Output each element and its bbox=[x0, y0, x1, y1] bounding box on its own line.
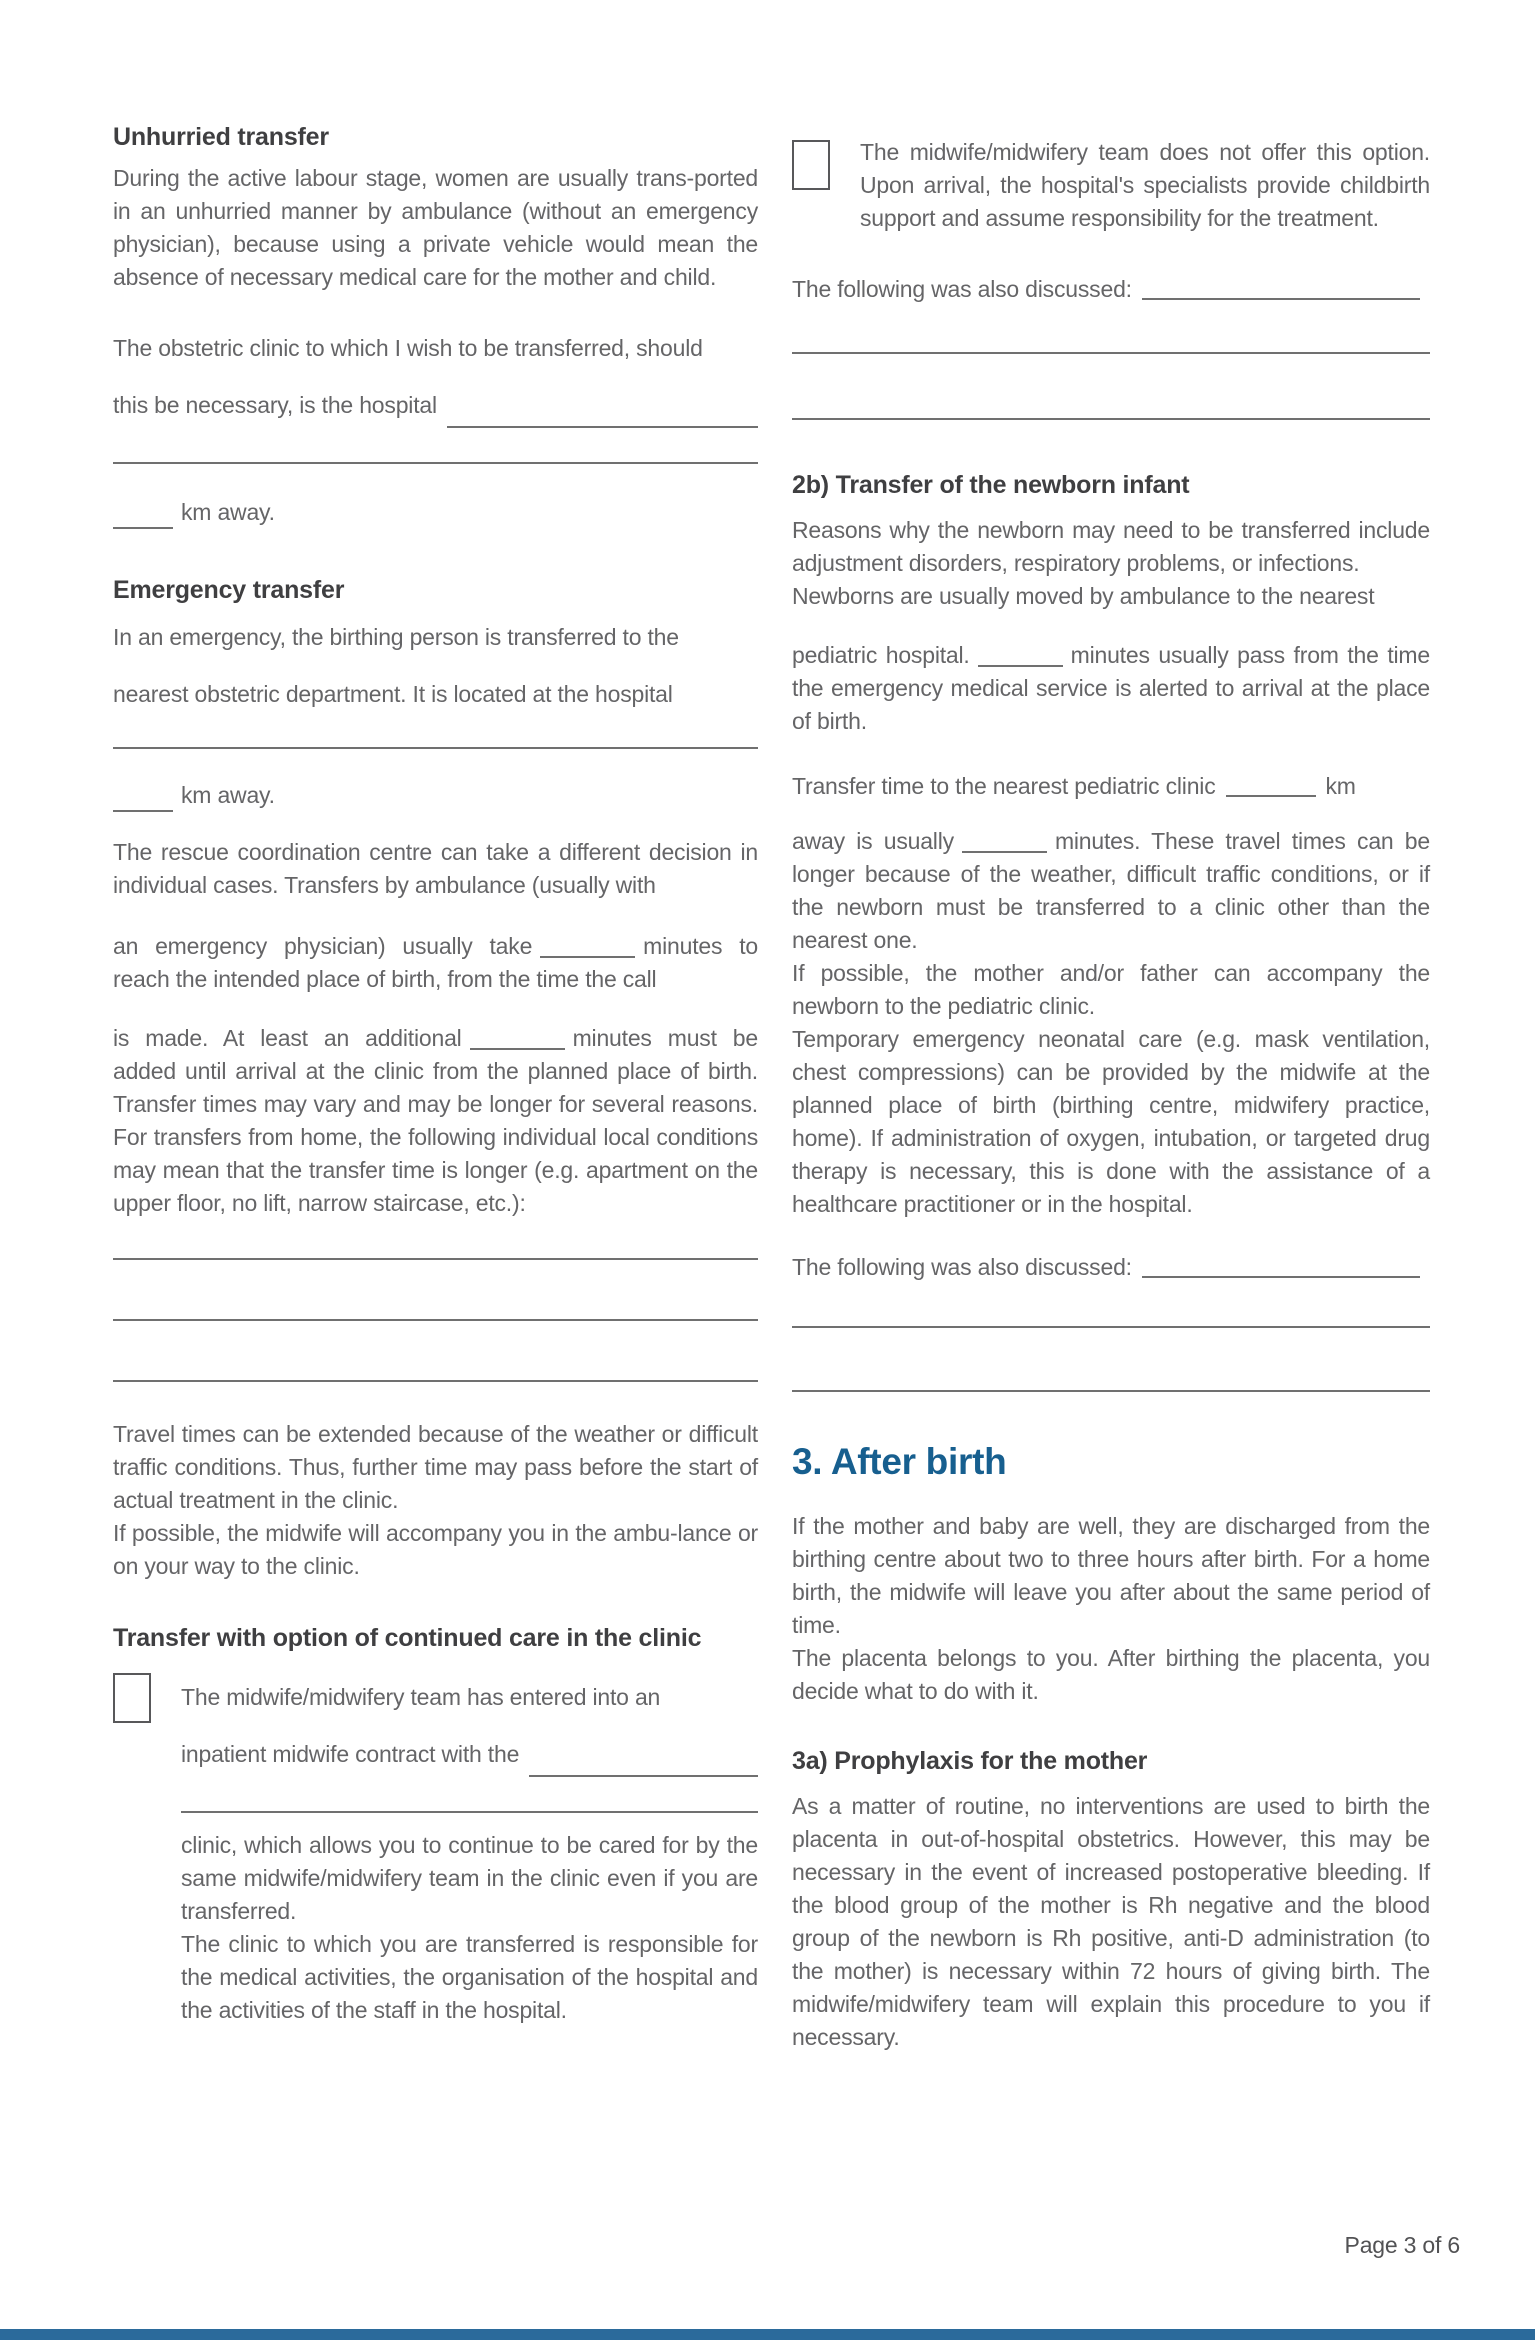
heading-3-after-birth: 3. After birth bbox=[792, 1441, 1007, 1482]
paragraph-rescue-3 bbox=[113, 1022, 758, 1220]
paragraph-rescue-1: The rescue coordination centre can take a different decision in individual cases. Transfers by ambulance (usually with bbox=[113, 839, 758, 898]
km-away-label-2: km away. bbox=[181, 782, 275, 808]
paragraph-rescue-2 bbox=[113, 930, 758, 996]
cb-inpatient-text-4: The clinic to which you are transferred is responsible for the medical activities, the organisation of the hospital and the activities of the staff in the hospital. bbox=[181, 1931, 758, 2023]
km-distance-blank-1[interactable] bbox=[113, 503, 173, 529]
away-minutes-blank[interactable] bbox=[962, 827, 1047, 853]
away-b-text: minutes. These travel times can be longer because of the weather, difficult traffic conditions, or if the newborn must be transferred to a clinic other than the nearest one. bbox=[792, 828, 1430, 953]
local-conditions-blank-3[interactable] bbox=[113, 1380, 758, 1382]
paragraph-unhurried: During the active labour stage, women are usually trans-ported in an unhurried manner by ambulance (without an emergency physician), because using a private vehicle would mean the absence of necessary medical care for the mother and child. bbox=[113, 165, 758, 290]
pediatric-minutes-blank[interactable] bbox=[978, 641, 1063, 667]
paragraph-away bbox=[792, 825, 1430, 957]
also-discussed-blank-2c[interactable] bbox=[792, 1390, 1430, 1392]
heading-emergency-transfer: Emergency transfer bbox=[113, 576, 345, 604]
heading-unhurried-transfer: Unhurried transfer bbox=[113, 123, 329, 151]
cb-inpatient-text-1: The midwife/midwifery team has entered into an bbox=[181, 1684, 661, 1710]
left-column bbox=[113, 0, 758, 2027]
paragraph-emergency-1: In an emergency, the birthing person is transferred to the bbox=[113, 624, 679, 650]
away-a-text: away is usually bbox=[792, 828, 954, 854]
paragraph-parents-accompany: If possible, the mother and/or father can accompany the newborn to the pediatric clinic. bbox=[792, 960, 1430, 1019]
cb-no-option-text: The midwife/midwifery team does not offer this option. Upon arrival, the hospital's specialists provide childbirth support and assume responsibility for the treatment. bbox=[860, 139, 1430, 231]
hospital-name-blank[interactable] bbox=[447, 426, 758, 428]
also-discussed-blank-1c[interactable] bbox=[792, 418, 1430, 420]
paragraph-temporary-care: Temporary emergency neonatal care (e.g. mask ventilation, chest compressions) can be provided by the midwife at the planned place of birth (birthing centre, midwifery practice, home). If administration of oxygen, intubation, or targeted drug therapy is necessary, this is done with the assistance of a healthcare practitioner or in the hospital. bbox=[792, 1026, 1430, 1217]
pediatric-a-text: pediatric hospital. bbox=[792, 642, 970, 668]
ambulance-minutes-blank[interactable] bbox=[540, 932, 635, 958]
paragraph-after-birth-2: The placenta belongs to you. After birthing the placenta, you decide what to do with it. bbox=[792, 1645, 1430, 1704]
cb-inpatient-text-2: inpatient midwife contract with the bbox=[181, 1741, 520, 1767]
also-discussed-blank-2b[interactable] bbox=[792, 1326, 1430, 1328]
inpatient-contract-checkbox[interactable] bbox=[113, 1673, 151, 1723]
paragraph-newborns: Newborns are usually moved by ambulance to the nearest bbox=[792, 583, 1375, 609]
paragraph-prophylaxis: As a matter of routine, no interventions are used to birth the placenta in out-of-hospital obstetrics. However, this may be necessary in the event of increased postoperative bleeding. If the blood group of the mother is Rh negative and the blood group of the newborn is Rh positive, anti-D administration (to the mother) is necessary within 72 hours of giving birth. The midwife/midwifery team will explain this procedure to you if necessary. bbox=[792, 1793, 1430, 2050]
paragraph-pediatric bbox=[792, 639, 1430, 738]
cb-inpatient-text-3: clinic, which allows you to continue to be cared for by the same midwife/midwifery team in the clinic even if you are transferred. bbox=[181, 1832, 758, 1924]
rescue-3a-text: is made. At least an additional bbox=[113, 1025, 462, 1051]
km-distance-blank-2[interactable] bbox=[113, 786, 173, 812]
heading-2b-newborn-transfer: 2b) Transfer of the newborn infant bbox=[792, 471, 1190, 499]
paragraph-obstetric-clinic-2: this be necessary, is the hospital bbox=[113, 392, 437, 418]
footer-accent-bar bbox=[0, 2329, 1535, 2340]
paragraph-obstetric-clinic: The obstetric clinic to which I wish to be transferred, should bbox=[113, 335, 703, 361]
also-discussed-blank-1a[interactable] bbox=[1142, 298, 1420, 300]
also-discussed-label-2: The following was also discussed: bbox=[792, 1254, 1132, 1280]
emergency-hospital-blank-line[interactable] bbox=[113, 747, 758, 749]
local-conditions-blank-1[interactable] bbox=[113, 1258, 758, 1260]
page-number: Page 3 of 6 bbox=[1344, 2232, 1460, 2258]
also-discussed-label-1: The following was also discussed: bbox=[792, 276, 1132, 302]
heading-transfer-option: Transfer with option of continued care in the clinic bbox=[113, 1624, 702, 1652]
paragraph-after-birth-1: If the mother and baby are well, they are discharged from the birthing centre about two to three hours after birth. For a home birth, the midwife will leave you after about the same period of time. bbox=[792, 1513, 1430, 1638]
rescue-2a-text: an emergency physician) usually take bbox=[113, 933, 533, 959]
km-away-label-1: km away. bbox=[181, 499, 275, 525]
pediatric-b-text: minutes usually pass from the time the emergency medical service is alerted to arrival at the place of birth. bbox=[792, 642, 1430, 734]
also-discussed-blank-1b[interactable] bbox=[792, 352, 1430, 354]
heading-3a-prophylaxis: 3a) Prophylaxis for the mother bbox=[792, 1747, 1148, 1775]
hospital-name-blank-line2[interactable] bbox=[113, 462, 758, 464]
contract-clinic-blank-line2[interactable] bbox=[181, 1811, 758, 1813]
local-conditions-blank-2[interactable] bbox=[113, 1319, 758, 1321]
paragraph-emergency-2: nearest obstetric department. It is located at the hospital bbox=[113, 681, 673, 707]
also-discussed-blank-2a[interactable] bbox=[1142, 1276, 1420, 1278]
no-option-checkbox[interactable] bbox=[792, 140, 830, 190]
transfer-km-label: km bbox=[1325, 773, 1356, 799]
paragraph-reasons: Reasons why the newborn may need to be transferred include adjustment disorders, respiratory problems, or infections. bbox=[792, 517, 1430, 576]
transfer-km-blank[interactable] bbox=[1226, 795, 1316, 797]
transfer-time-label: Transfer time to the nearest pediatric clinic bbox=[792, 773, 1216, 799]
paragraph-midwife-accompany: If possible, the midwife will accompany you in the ambu-lance or on your way to the clinic. bbox=[113, 1520, 758, 1579]
additional-minutes-blank[interactable] bbox=[470, 1024, 565, 1050]
contract-clinic-blank[interactable] bbox=[529, 1775, 758, 1777]
rescue-2b-text: minutes to reach the intended place of birth, from the time the call bbox=[113, 933, 758, 992]
rescue-3b-text: minutes must be added until arrival at the clinic from the planned place of birth. Transfer times may vary and may be longer for several reasons. For transfers from home, the following individual local conditions may mean that the transfer time is longer (e.g. apartment on the upper floor, no lift, narrow staircase, etc.): bbox=[113, 1025, 758, 1216]
right-column bbox=[792, 0, 1430, 2054]
paragraph-travel-times: Travel times can be extended because of the weather or difficult traffic conditions. Thus, further time may pass before the start of actual treatment in the clinic. bbox=[113, 1421, 758, 1513]
